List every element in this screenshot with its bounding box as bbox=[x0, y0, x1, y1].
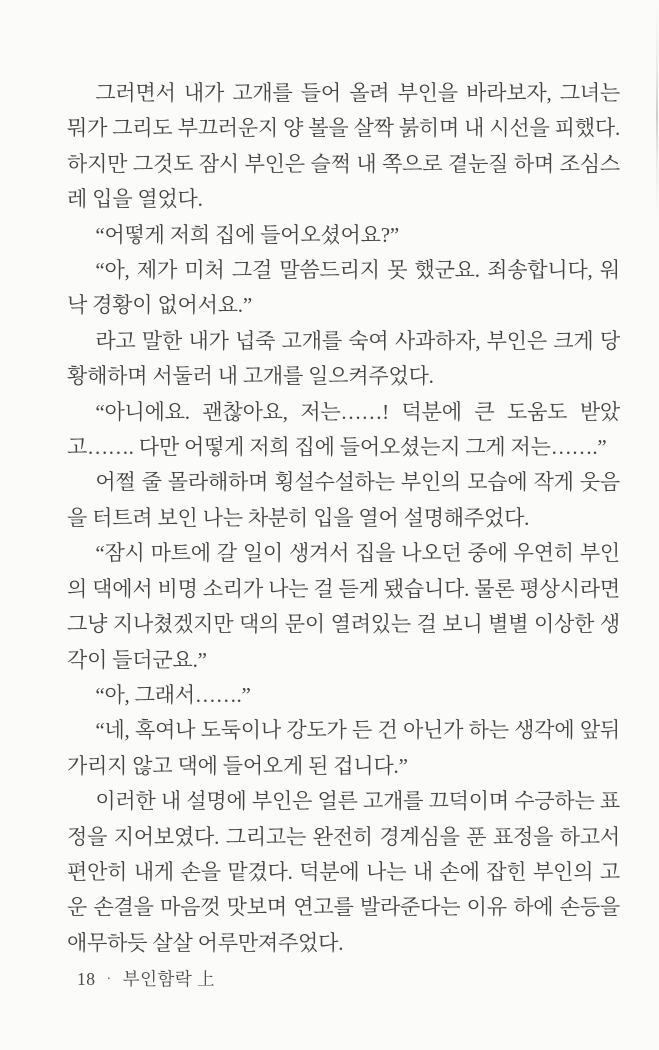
paragraph-narrative: 이러한 내 설명에 부인은 얼른 고개를 끄덕이며 수긍하는 표정을 지어보였다. 그리고는 완전히 경계심을 푼 표정을 하고서 편안히 내게 손을 맡겼다. 덕분에 나는 내 손에 잡힌 부인의 고운 손결을 마음껏 맛보며 연고를 발라준다는 이유 하에 손등을 애무하듯 살살 어루만져주었다. bbox=[67, 789, 620, 955]
paragraph-dialogue: “아니에요. 괜찮아요, 저는……! 덕분에 큰 도움도 받았고……. 다만 어떻게 저희 집에 들어오셨는지 그게 저는…….” bbox=[67, 399, 620, 460]
page-edge-shadow bbox=[656, 6, 658, 216]
footer-separator-dot: · bbox=[106, 972, 112, 987]
page-footer bbox=[77, 966, 215, 991]
paragraph-dialogue: “아, 제가 미처 그걸 말씀드리지 못 했군요. 죄송합니다, 워낙 경황이 없어서요.” bbox=[67, 258, 620, 318]
paragraph-dialogue: “네, 혹여나 도둑이나 강도가 든 건 아닌가 하는 생각에 앞뒤 가리지 않고 댁에 들어오게 된 겁니다.” bbox=[67, 718, 620, 778]
page-number: 18 bbox=[77, 969, 96, 989]
body-text bbox=[67, 76, 620, 961]
book-title: 부인함락 上 bbox=[122, 969, 216, 989]
paragraph-dialogue: “어떻게 저희 집에 들어오셨어요?” bbox=[95, 222, 399, 247]
paragraph-narrative: 어쩔 줄 몰라해하며 횡설수설하는 부인의 모습에 작게 웃음을 터트려 보인 나는 차분히 입을 열어 설명해주었다. bbox=[67, 470, 620, 530]
paragraph-narrative: 라고 말한 내가 넙죽 고개를 숙여 사과하자, 부인은 크게 당황해하며 서둘러 내 고개를 일으켜주었다. bbox=[67, 328, 620, 389]
paragraph-dialogue: “아, 그래서…….” bbox=[95, 682, 251, 707]
paragraph-dialogue: “잠시 마트에 갈 일이 생겨서 집을 나오던 중에 우연히 부인의 댁에서 비명 소리가 나는 걸 듣게 됐습니다. 물론 평상시라면 그냥 지나쳤겠지만 댁의 문이 열려있는 걸 보니 별별 이상한 생각이 들더군요.” bbox=[67, 541, 620, 672]
paragraph-narrative: 그러면서 내가 고개를 들어 올려 부인을 바라보자, 그녀는 뭐가 그리도 부끄러운지 양 볼을 살짝 붉히며 내 시선을 피했다. 하지만 그것도 잠시 부인은 슬쩍 내 쪽으로 곁눈질 하며 조심스레 입을 열었다. bbox=[67, 81, 620, 212]
